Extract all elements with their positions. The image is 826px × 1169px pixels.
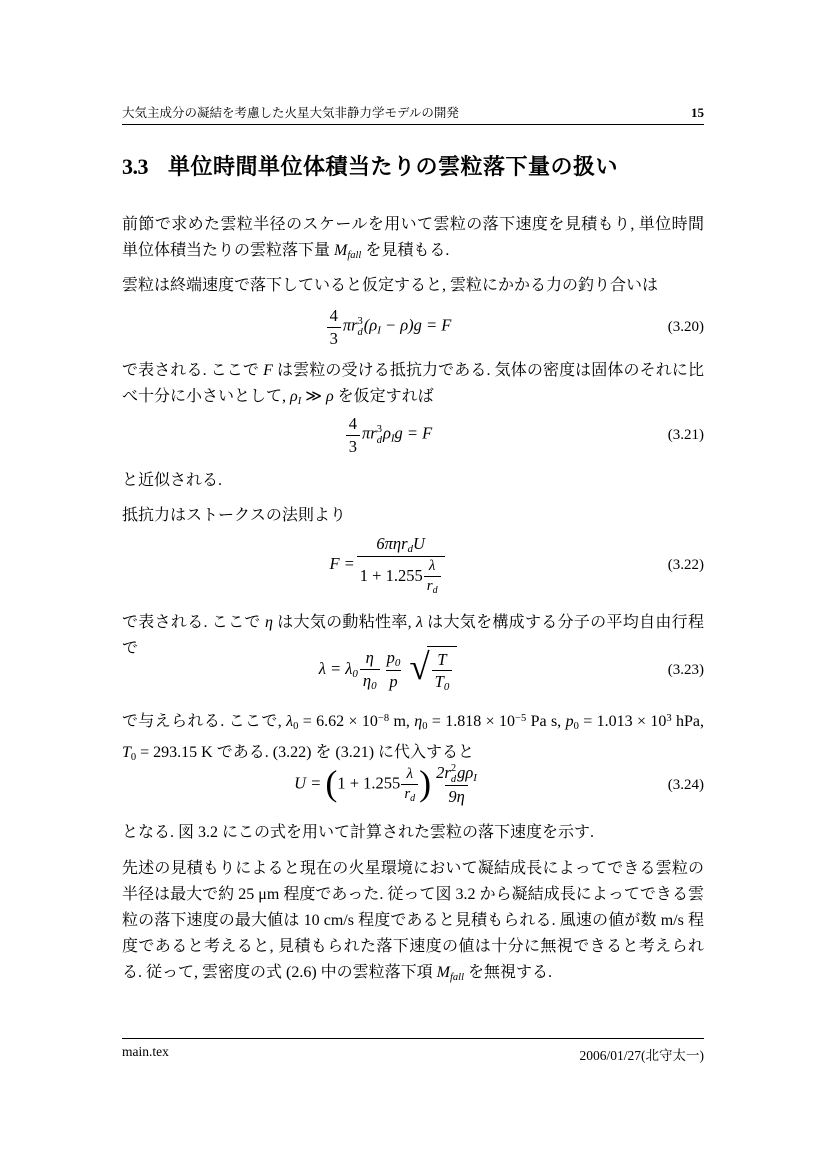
fraction — [424, 557, 441, 597]
fraction-denominator: 3 — [327, 327, 341, 349]
equation-3-21 — [122, 411, 704, 459]
superscript: 2 — [450, 763, 457, 775]
superscript: 3 — [357, 315, 363, 327]
section-number: 3.3 — [122, 154, 148, 179]
math-term: − ρ)g = F — [385, 315, 452, 335]
text-run: 前節で求めた雲粒半径のスケールを用いて雲粒の落下速度を見積もり, 単位時間単位体積当たりの雲粒落下量 — [122, 216, 704, 259]
equation-number: (3.23) — [667, 661, 704, 678]
subscript: 0 — [443, 681, 450, 694]
text-run: は雲粒の受ける抵抗力である. 気体の密度は固体のそれに比べ十分に小さいとして, — [122, 362, 704, 405]
fraction-denominator — [360, 669, 380, 693]
text-run: 0 — [422, 721, 428, 732]
fraction-denominator: p — [386, 670, 400, 692]
fraction — [384, 647, 404, 693]
equation-3-24-body — [122, 762, 654, 808]
subscript: I — [473, 772, 477, 785]
fraction-numerator: 4 — [348, 414, 357, 434]
math-term: r — [426, 577, 433, 594]
text-run: 0 — [130, 752, 137, 763]
section-title: 単位時間単位体積当たりの雲粒落下量の扱い — [168, 154, 619, 179]
text-run: = 6.62 × 10 — [298, 713, 378, 730]
equation-3-23 — [122, 642, 704, 698]
text-run: −8 — [377, 713, 390, 724]
text-run: ≫ — [301, 388, 326, 405]
subscript: 0 — [394, 657, 401, 670]
fraction-denominator — [432, 670, 453, 694]
text-run: T — [122, 744, 131, 761]
math-term: r — [404, 785, 411, 802]
text-run: を仮定すれば — [333, 388, 434, 405]
text-run: 抵抗力はストークスの法則より — [122, 507, 346, 524]
sup-sub-stack — [358, 316, 363, 338]
text-run: である. (3.22) を (3.21) に代入すると — [216, 744, 475, 761]
math-term: 2r — [436, 763, 451, 783]
text-run: m/s — [660, 912, 684, 929]
fraction-numerator: 4 — [329, 306, 338, 326]
text-run: m, — [389, 713, 415, 730]
fraction — [433, 762, 480, 808]
text-run: fall — [347, 250, 362, 261]
page-number: 15 — [691, 105, 704, 120]
text-run: η — [414, 713, 423, 730]
text-run: で表される. ここで — [122, 362, 264, 379]
math-term: p — [386, 648, 395, 668]
equation-3-22-body — [122, 533, 654, 598]
math-term: πr — [362, 423, 377, 443]
paragraph-3 — [122, 358, 704, 415]
text-run: を無視する. — [464, 964, 553, 981]
text-run: M — [334, 242, 348, 259]
text-run: M — [436, 964, 450, 981]
equation-number: (3.22) — [667, 556, 704, 573]
open-paren: ( — [325, 762, 338, 803]
text-run: −5 — [515, 713, 527, 724]
fraction-numerator — [384, 647, 404, 670]
sup-sub-stack — [377, 424, 382, 446]
text-run: で表される. ここで — [122, 614, 265, 631]
text-run: = 1.818 × 10 — [427, 713, 516, 730]
square-root — [409, 646, 457, 695]
text-run: F — [263, 362, 273, 379]
subscript: d — [376, 435, 382, 446]
paragraph-1 — [122, 212, 704, 269]
math-term: 6πηr — [376, 533, 408, 553]
math-term: πr — [342, 315, 358, 335]
text-run: と近似される. — [122, 472, 223, 489]
footer-file-name: main.tex — [122, 1044, 169, 1059]
section-heading — [122, 150, 704, 181]
equation-3-20 — [122, 303, 704, 351]
math-term: η — [362, 670, 372, 690]
sup-sub-stack — [451, 763, 456, 785]
equation-number: (3.20) — [667, 318, 704, 335]
fraction — [357, 533, 445, 598]
text-run: = 1.013 × 10 — [578, 713, 667, 730]
subscript: d — [450, 774, 457, 786]
paragraph-4 — [122, 468, 704, 494]
math-term: F = — [329, 553, 355, 573]
text-run: 0 — [293, 721, 299, 732]
text-run: は大気を構成する分子の平均自由行程で — [122, 614, 704, 657]
footer-date-author: 2006/01/27(北守太一) — [579, 1048, 704, 1063]
subscript: 0 — [352, 667, 358, 680]
text-run: 0 — [573, 721, 579, 732]
text-run: fall — [450, 972, 465, 983]
superscript: 3 — [376, 423, 382, 435]
fraction — [346, 413, 360, 457]
text-run: 程度であると見積もられる. 風速の値が数 — [353, 912, 661, 929]
fraction-denominator — [424, 576, 441, 598]
math-term: U — [413, 533, 425, 553]
equation-number: (3.24) — [667, 776, 704, 793]
radical-sign: √ — [409, 647, 430, 689]
text-run: λ — [415, 614, 423, 631]
equation-number: (3.21) — [667, 426, 704, 443]
text-run: 先述の見積もりによると現在の火星環境において凝結成長によってできる雲粒の半径は最大で約 — [122, 860, 704, 903]
equation-3-22 — [122, 532, 704, 598]
text-run: λ — [286, 713, 294, 730]
subscript: d — [407, 542, 414, 555]
math-term: gρ — [457, 763, 474, 783]
equation-3-23-body — [122, 646, 654, 695]
math-term: 1 + 1.255 — [359, 565, 423, 585]
math-term: 1 + 1.255 — [337, 773, 401, 793]
paragraph-8 — [122, 820, 704, 846]
text-run: ρ — [290, 388, 298, 405]
subscript: 0 — [371, 679, 377, 692]
page-footer — [122, 1044, 704, 1064]
text-run: 10 cm/s — [303, 912, 354, 929]
text-run: p — [565, 713, 574, 730]
paragraph-2 — [122, 273, 704, 299]
text-run: となる. 図 3.2 にこの式を用いて計算された雲粒の落下速度を示す. — [122, 824, 595, 841]
equation-3-24 — [122, 758, 704, 812]
equation-3-20-body — [122, 305, 654, 349]
text-run: で与えられる. ここで, — [122, 713, 287, 730]
text-run: = 293.15 K — [136, 744, 217, 761]
paragraph-5 — [122, 503, 704, 529]
fraction — [432, 649, 453, 695]
fraction-numerator: λ — [428, 558, 436, 575]
text-run: hPa, — [671, 713, 709, 730]
text-run: η — [265, 614, 273, 631]
math-term: g = F — [394, 423, 433, 443]
subscript: I — [390, 432, 395, 445]
math-term: U = — [294, 773, 322, 793]
radicand — [427, 646, 458, 695]
fraction-denominator — [401, 784, 418, 806]
text-run: ρ — [325, 388, 334, 405]
fraction-numerator: η — [365, 648, 374, 668]
fraction-denominator: 3 — [346, 435, 360, 457]
fraction-denominator — [357, 556, 445, 597]
text-run: は大気の動粘性率, — [272, 614, 416, 631]
text-run: 3 — [666, 713, 672, 724]
fraction-numerator: T — [437, 649, 447, 669]
math-term: (ρ — [363, 315, 378, 335]
text-run: I — [297, 396, 302, 407]
paragraph-9 — [122, 856, 704, 991]
text-run: 雲粒は終端速度で落下していると仮定すると, 雲粒にかかる力の釣り合いは — [122, 277, 659, 294]
fraction — [360, 647, 380, 693]
footer-rule — [122, 1038, 704, 1039]
math-term: ρ — [382, 423, 391, 443]
close-paren: ) — [419, 762, 432, 803]
page-header — [122, 99, 704, 125]
fraction — [327, 305, 341, 349]
fraction — [401, 765, 418, 805]
text-run: 25 μm — [238, 886, 280, 903]
fraction-denominator: 9η — [445, 785, 467, 807]
subscript: d — [357, 327, 363, 338]
running-title: 大気主成分の凝結を考慮した火星大気非静力学モデルの開発 — [122, 106, 459, 120]
subscript: I — [377, 324, 381, 337]
subscript: d — [432, 584, 438, 596]
subscript: d — [410, 792, 416, 804]
fraction-numerator — [433, 762, 480, 785]
math-term: λ = λ — [318, 658, 353, 678]
text-run: Pa s, — [526, 713, 566, 730]
text-run: を見積もる. — [361, 242, 450, 259]
equation-3-21-body — [122, 413, 654, 457]
text-run: 程度であると考えると, 見積もられた落下速度の値は十分に無視できると考えられる. 従って, 雲密度の式 (2.6) 中の雲粒落下項 — [122, 912, 704, 981]
fraction-numerator — [373, 533, 428, 556]
math-term: T — [434, 672, 444, 692]
fraction-numerator: λ — [406, 765, 413, 782]
text-run: 程度であった. 従って図 3.2 から凝結成長によってできる雲粒の落下速度の最大値は — [122, 886, 704, 929]
